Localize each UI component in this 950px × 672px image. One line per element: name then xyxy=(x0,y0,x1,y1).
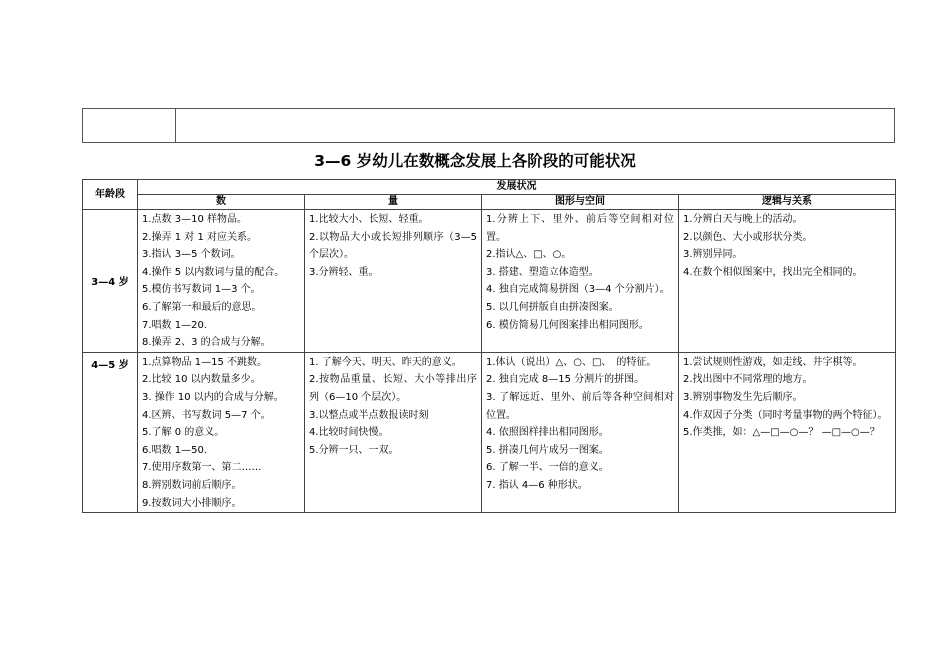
development-status-header: 发展状况 xyxy=(138,180,896,195)
header-box-right-cell xyxy=(176,109,895,143)
list-item: 3. 了解远近、里外、前后等各种空间相对位置。 xyxy=(486,391,674,421)
list-item: 2.以物品大小或长短排列顺序（3—5 个层次）。 xyxy=(309,231,477,261)
document-title: 3—6 岁幼儿在数概念发展上各阶段的可能状况 xyxy=(314,152,636,170)
list-item: 2. 独自完成 8—15 分割片的拼图。 xyxy=(486,374,645,386)
header-box-table xyxy=(82,108,895,143)
list-item: 4.区辨、书写数词 5—7 个。 xyxy=(142,409,271,421)
number-cell xyxy=(138,210,305,353)
age-group-header: 年龄段 xyxy=(83,180,138,210)
age-cell: 4—5 岁 xyxy=(83,352,138,512)
list-item: 2.比较 10 以内数量多少。 xyxy=(142,374,261,386)
list-item: 1.体认（说出）△、○、□、 的特征。 xyxy=(486,356,657,368)
list-item: 1. 了解今天、明天、昨天的意义。 xyxy=(309,356,462,368)
column-header-logic-relation: 逻辑与关系 xyxy=(679,195,896,210)
list-item: 7.唱数 1—20. xyxy=(142,319,207,331)
number-cell xyxy=(138,352,305,512)
list-item: 4.作双因子分类（同时考量事物的两个特征）。 xyxy=(683,409,888,421)
list-item: 3. 搭建、塑造立体造型。 xyxy=(486,266,599,278)
list-item: 1.比较大小、长短、轻重。 xyxy=(309,214,429,225)
list-item: 4.在数个相似图案中，找出完全相同的。 xyxy=(683,266,863,278)
list-item: 3.辨别事物发生先后顺序。 xyxy=(683,391,803,403)
list-item: 3. 操作 10 以内的合成与分解。 xyxy=(142,391,284,403)
list-item: 5.作类推，如：△—□—○—？ —□—○—？ xyxy=(683,427,880,439)
list-item: 4. 独自完成简易拼图（3—4 个分割片）。 xyxy=(486,284,670,296)
development-table xyxy=(82,179,896,513)
list-item: 5.了解 0 的意义。 xyxy=(142,427,225,439)
list-item: 7.使用序数第一、第二…… xyxy=(142,462,262,474)
header-box-left-cell xyxy=(83,109,176,143)
list-item: 6. 了解一半、一倍的意义。 xyxy=(486,462,609,474)
list-item: 4. 依照图样排出相同图形。 xyxy=(486,427,609,439)
table-row-age-3-4 xyxy=(83,210,896,353)
list-item: 2.找出图中不同常理的地方。 xyxy=(683,374,813,386)
list-item: 2.指认△、□、○。 xyxy=(486,249,572,261)
column-header-quantity: 量 xyxy=(305,195,482,210)
list-item: 6.了解第一和最后的意思。 xyxy=(142,301,262,313)
list-item: 5.分辨一只、一双。 xyxy=(309,444,399,456)
list-item: 4.比较时间快慢。 xyxy=(309,427,389,439)
table-row-age-4-5 xyxy=(83,352,896,512)
list-item: 2.操弄 1 对 1 对应关系。 xyxy=(142,231,257,243)
list-item: 1.分辨上下、里外、前后等空间相对位置。 xyxy=(486,214,674,243)
list-item: 3.指认 3—5 个数词。 xyxy=(142,249,241,261)
logic-relation-cell xyxy=(679,352,896,512)
list-item: 7. 指认 4—6 种形状。 xyxy=(486,479,588,491)
logic-relation-cell xyxy=(679,210,896,353)
list-item: 5.模仿书写数词 1—3 个。 xyxy=(142,284,261,296)
shape-space-cell xyxy=(482,352,679,512)
list-item: 5. 以几何拼版自由拼凑图案。 xyxy=(486,301,619,313)
list-item: 1.点数 3—10 样物品。 xyxy=(142,214,247,225)
list-item: 8.操弄 2、3 的合成与分解。 xyxy=(142,337,271,349)
list-item: 1.分辨白天与晚上的活动。 xyxy=(683,214,803,225)
quantity-cell xyxy=(305,352,482,512)
list-item: 9.按数词大小排顺序。 xyxy=(142,497,242,509)
list-item: 6.唱数 1—50. xyxy=(142,444,207,456)
list-item: 1.尝试规则性游戏，如走线、井字棋等。 xyxy=(683,356,863,368)
quantity-cell xyxy=(305,210,482,353)
column-header-shape-space: 图形与空间 xyxy=(482,195,679,210)
list-item: 2.按物品重量、长短、大小等排出序列（6—10 个层次）。 xyxy=(309,374,477,403)
age-cell: 3—4 岁 xyxy=(83,210,138,353)
list-item: 1.点算物品 1—15 不跳数。 xyxy=(142,356,267,368)
list-item: 3.辨别异同。 xyxy=(683,249,743,261)
list-item: 8.辨别数词前后顺序。 xyxy=(142,479,242,491)
shape-space-cell xyxy=(482,210,679,353)
list-item: 6. 模仿简易几何图案排出相同图形。 xyxy=(486,319,649,331)
list-item: 5. 拼凑几何片成另一图案。 xyxy=(486,444,609,456)
list-item: 4.操作 5 以内数词与量的配合。 xyxy=(142,266,285,278)
column-header-number: 数 xyxy=(138,195,305,210)
list-item: 3.分辨轻、重。 xyxy=(309,266,379,278)
list-item: 2.以颜色、大小或形状分类。 xyxy=(683,231,813,243)
list-item: 3.以整点或半点数报读时刻 xyxy=(309,409,429,421)
